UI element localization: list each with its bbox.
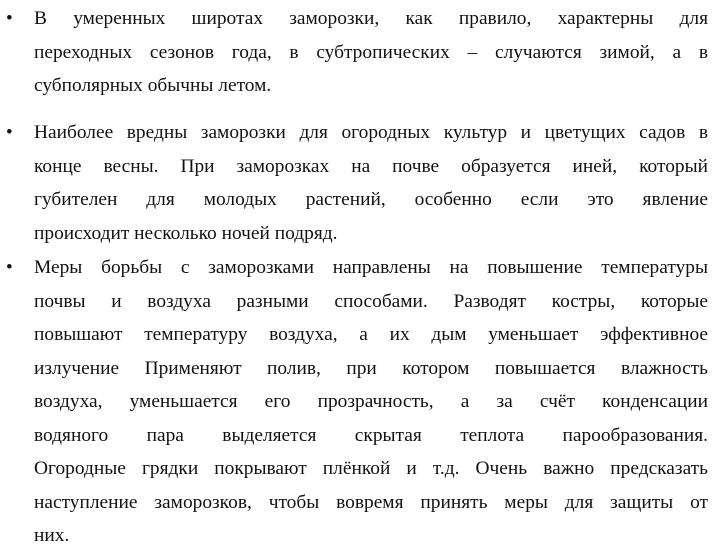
text-line: Меры борьбы с заморозками направлены на повышение температуры [34,257,708,278]
text-line: излучение Применяют полив, при котором повышается влажность [34,357,708,379]
text-line: В умеренных широтах заморозки, как правило, характерны для [34,8,708,29]
paragraph [34,2,708,103]
text-line: происходит несколько ночей подряд. [34,222,338,244]
text-line: них. [34,525,70,546]
paragraph [34,251,708,553]
text-line: конце весны. При заморозках на почве образуется иней, который [34,155,708,177]
bullet-dot: • [6,8,13,29]
bullet-dot: • [6,257,13,278]
text-line: Наиболее вредны заморозки для огородных культур и цветущих садов в [34,122,708,143]
text-line: повышают температуру воздуха, а их дым уменьшает эффективное [34,324,708,345]
text-line: наступление заморозков, чтобы вовремя принять меры для защиты от [34,491,708,513]
text-line: водяного пара выделяется скрытая теплота парообразования. [34,424,708,446]
text-line: почвы и воздуха разными способами. Разводят костры, которые [34,290,708,312]
text-line: переходных сезонов года, в субтропических – случаются зимой, а в [34,41,708,63]
text-line: Огородные грядки покрывают плёнкой и т.д. Очень важно предсказать [34,458,708,479]
text-line: губителен для молодых растений, особенно если это явление [34,189,708,210]
text-line: субполярных обычны летом. [34,75,272,96]
paragraph [34,116,708,250]
text-line: воздуха, уменьшается его прозрачность, а за счёт конденсации [34,391,708,412]
bullet-dot: • [6,122,13,143]
